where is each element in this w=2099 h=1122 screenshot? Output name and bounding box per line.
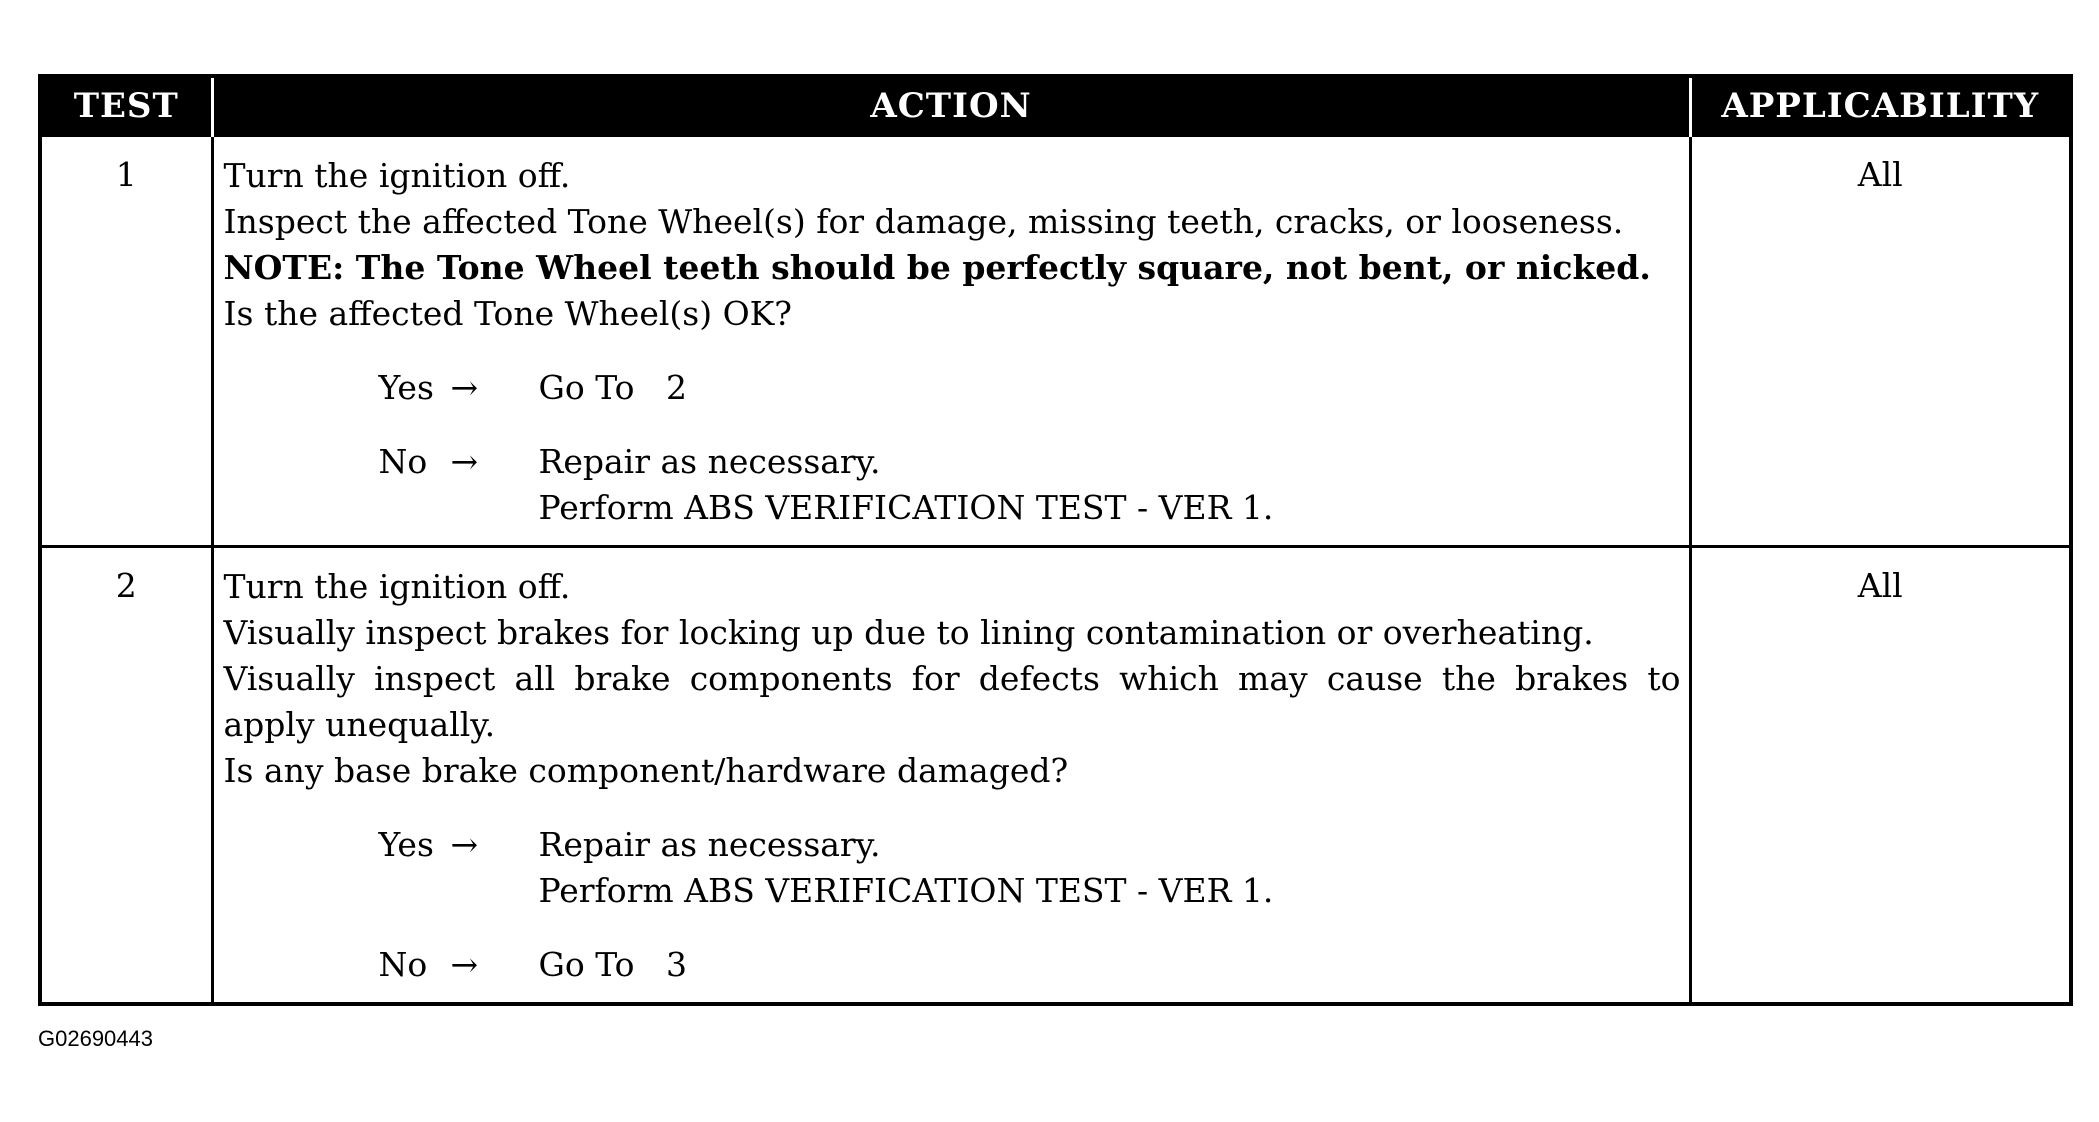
action-cell xyxy=(212,547,1690,1005)
figure-id: G02690443 xyxy=(38,1026,153,1051)
note-line: NOTE: The Tone Wheel teeth should be perfectly square, not bent, or nicked. xyxy=(223,248,1651,287)
result-line: Perform ABS VERIFICATION TEST - VER 1. xyxy=(538,871,1274,910)
header-test: TEST xyxy=(40,76,212,136)
outcomes xyxy=(224,365,1681,531)
action-line: Turn the ignition off. xyxy=(223,156,571,195)
result-line: Go To 2 xyxy=(538,368,687,407)
outcome-result xyxy=(539,365,1681,411)
action-line: apply unequally. xyxy=(223,705,496,744)
answer-label: No xyxy=(378,945,428,984)
outcome-yes xyxy=(379,365,1681,411)
action-line: Visually inspect brakes for locking up due to lining contamination or overheating. xyxy=(223,613,1594,652)
action-line: Turn the ignition off. xyxy=(223,567,571,606)
right-arrow-icon: → xyxy=(450,945,479,984)
answer-label: No xyxy=(378,442,428,481)
outcome-result xyxy=(539,439,1681,531)
answer-label: Yes xyxy=(378,825,434,864)
header-action: ACTION xyxy=(212,76,1690,136)
applicability-value: All xyxy=(1690,547,2071,1005)
table-header-row xyxy=(40,76,2071,136)
outcome-no xyxy=(379,439,1681,531)
action-line: Inspect the affected Tone Wheel(s) for damage, missing teeth, cracks, or looseness. xyxy=(223,202,1624,241)
test-number: 1 xyxy=(40,136,212,547)
outcome-result xyxy=(539,942,1681,988)
answer-label: Yes xyxy=(378,368,434,407)
question-line: Is any base brake component/hardware damaged? xyxy=(223,751,1069,790)
table-row xyxy=(40,136,2071,547)
outcome-no xyxy=(379,942,1681,988)
right-arrow-icon: → xyxy=(450,825,479,864)
action-cell xyxy=(212,136,1690,547)
header-applicability: APPLICABILITY xyxy=(1690,76,2071,136)
result-line: Repair as necessary. xyxy=(538,825,881,864)
result-line: Go To 3 xyxy=(538,945,687,984)
outcome-result xyxy=(539,822,1681,914)
table-row xyxy=(40,547,2071,1005)
outcomes xyxy=(224,822,1681,988)
test-number: 2 xyxy=(40,547,212,1005)
result-line: Perform ABS VERIFICATION TEST - VER 1. xyxy=(538,488,1274,527)
outcome-yes xyxy=(379,822,1681,914)
result-line: Repair as necessary. xyxy=(538,442,881,481)
applicability-value: All xyxy=(1690,136,2071,547)
action-line: Visually inspect all brake components for defects which may cause the brakes to xyxy=(223,659,1681,698)
right-arrow-icon: → xyxy=(450,442,479,481)
right-arrow-icon: → xyxy=(450,368,479,407)
diagnostic-test-table xyxy=(38,74,2073,1006)
question-line: Is the affected Tone Wheel(s) OK? xyxy=(223,294,792,333)
